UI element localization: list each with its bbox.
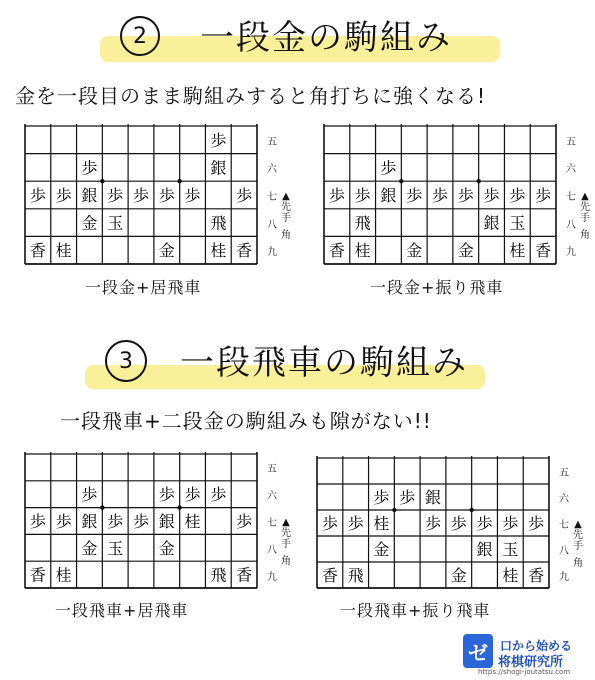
shogi-piece: 桂 [509,241,526,261]
shogi-piece: 歩 [476,514,493,533]
shogi-piece: 銀 [483,213,500,233]
shogi-board [23,452,291,590]
sente-label: 手 [281,539,291,550]
shogi-piece: 歩 [450,514,467,533]
shogi-piece: 歩 [210,130,227,150]
shogi-piece: 香 [528,566,545,585]
shogi-piece: 香 [328,241,345,261]
section-title: 一段金の駒組み [200,18,452,58]
shogi-piece: 歩 [81,485,98,505]
shogi-piece: 歩 [29,512,46,531]
shogi-piece: 歩 [132,512,150,531]
sente-triangle-icon: ▲ [282,517,290,528]
shogi-piece: 玉 [509,213,526,233]
star-point [177,179,181,183]
star-point [399,179,403,183]
shogi-piece: 飛 [210,565,227,585]
sente-label: 先 [281,528,291,539]
shogi-piece: 歩 [158,485,175,505]
board-grid [23,124,259,266]
shogi-board [23,124,291,266]
section-title: 一段飛車の駒組み [180,343,468,383]
shogi-piece: 銀 [81,186,98,205]
shogi-piece: 歩 [55,512,72,531]
sente-label: 手 [573,541,583,552]
section-subtitle: 金を一段目のまま駒組みすると角打ちに強くなる! [15,84,487,108]
shogi-piece: 歩 [509,186,526,205]
shogi-piece: 桂 [354,241,371,261]
shogi-piece: 桂 [55,241,72,261]
shogi-piece: 桂 [210,241,227,261]
shogi-piece: 桂 [373,514,390,533]
shogi-piece: 銀 [210,158,227,178]
star-point [392,508,396,512]
shogi-piece: 香 [321,566,338,585]
rank-label: 九 [267,571,277,583]
shogi-piece: 飛 [210,213,227,233]
rank-label: 九 [559,572,569,583]
shogi-piece: 金 [373,540,390,559]
star-point [476,179,480,183]
sente-label: 先 [281,202,291,213]
shogi-piece: 銀 [158,512,175,531]
board-caption: 一段金+振り飛車 [370,278,504,297]
star-point [100,505,104,509]
shogi-piece: 歩 [210,485,227,505]
shogi-piece: 金 [81,538,98,558]
rank-label: 五 [559,468,569,479]
sente-indicator [573,519,583,569]
shogi-piece: 歩 [184,186,201,205]
rank-label: 八 [566,219,576,231]
section-subtitle: 一段飛車+二段金の駒組みも隙がない!! [60,409,432,433]
shogi-piece: 香 [236,241,253,261]
shogi-piece: 歩 [328,186,345,205]
section-number-badge: 2 [120,16,160,56]
shogi-piece: 歩 [29,186,46,205]
shogi-piece: 歩 [431,186,449,205]
shogi-board [315,456,583,590]
shogi-piece: 歩 [528,514,545,533]
shogi-piece: 香 [236,565,253,585]
board-grid [23,452,259,590]
shogi-piece: 歩 [347,514,364,533]
shogi-piece: 銀 [476,540,493,559]
shogi-piece: 歩 [502,514,519,533]
sente-label: 手 [580,213,590,224]
shogi-piece: 香 [29,241,46,261]
shogi-piece: 歩 [424,514,442,533]
shogi-piece: 歩 [132,186,150,205]
star-point [177,505,181,509]
board-grid [315,456,551,590]
rank-label: 八 [267,219,277,231]
rank-label: 五 [566,136,576,148]
rank-label: 八 [267,544,277,556]
rank-label: 七 [559,520,569,531]
shogi-piece: 歩 [236,512,253,531]
shogi-piece: 香 [535,241,552,261]
star-point [469,508,473,512]
sente-label: 先 [580,202,590,213]
shogi-piece: 桂 [184,512,201,531]
shogi-piece: 玉 [502,540,519,559]
shogi-piece: 歩 [107,186,124,205]
board-caption: 一段金+居飛車 [85,278,202,297]
rank-label: 七 [566,192,576,203]
rank-label: 六 [559,494,569,505]
shogi-piece: 歩 [483,186,500,205]
shogi-piece: 歩 [373,488,390,507]
shogi-piece: 歩 [55,186,72,205]
shogi-piece: 金 [406,241,423,261]
shogi-piece: 歩 [354,186,371,205]
logo-text-main: 将棋研究所 [498,655,564,670]
rank-label: 六 [267,491,277,503]
logo-icon: ゼ [463,634,493,668]
shogi-piece: 歩 [535,186,552,205]
board-caption: 一段飛車+居飛車 [55,601,189,620]
shogi-piece: 歩 [399,488,416,507]
shogi-piece: 桂 [55,565,72,585]
shogi-piece: 香 [29,565,46,585]
logo-text-top: 口から始める [500,639,573,653]
shogi-piece: 歩 [107,512,124,531]
sente-triangle-icon: ▲ [574,519,582,530]
shogi-piece: 桂 [502,566,519,585]
shogi-piece: 玉 [107,538,124,558]
shogi-piece: 歩 [184,485,201,505]
sente-triangle-icon: ▲ [581,191,589,202]
sente-label: 手 [281,213,291,224]
board-grid [322,124,558,266]
sente-label: 先 [573,530,583,541]
shogi-piece: 金 [450,566,467,585]
rank-label: 九 [267,247,277,259]
sente-indicator [580,191,590,241]
section-number-badge: 3 [105,340,147,382]
shogi-piece: 銀 [380,186,397,205]
shogi-piece: 歩 [236,186,253,205]
logo-url: https://shogi-joutatsu.com [478,668,571,676]
shogi-piece: 金 [457,241,474,261]
rank-label: 五 [267,136,277,148]
sente-indicator [281,517,291,567]
hand-piece: 角 [281,230,291,241]
shogi-piece: 銀 [424,488,442,507]
rank-label: 八 [559,546,569,557]
rank-label: 七 [267,192,277,203]
sente-indicator [281,191,291,241]
rank-label: 七 [267,518,277,529]
shogi-piece: 金 [158,241,175,261]
shogi-piece: 歩 [321,514,338,533]
shogi-piece: 歩 [81,158,98,178]
rank-label: 六 [267,164,277,176]
sente-triangle-icon: ▲ [282,191,290,202]
shogi-piece: 金 [158,538,175,558]
rank-label: 六 [566,164,576,176]
shogi-piece: 歩 [457,186,474,205]
rank-label: 九 [566,247,576,259]
shogi-piece: 銀 [81,512,98,531]
star-point [100,179,104,183]
hand-piece: 角 [281,556,291,567]
shogi-piece: 飛 [347,566,364,585]
shogi-piece: 玉 [107,213,124,233]
rank-label: 五 [267,464,277,476]
shogi-board [322,124,590,266]
shogi-piece: 歩 [380,158,397,178]
hand-piece: 角 [573,558,583,569]
shogi-piece: 飛 [354,213,371,233]
shogi-piece: 金 [81,213,98,233]
shogi-piece: 歩 [158,186,175,205]
shogi-piece: 歩 [406,186,423,205]
board-caption: 一段飛車+振り飛車 [340,601,491,620]
hand-piece: 角 [580,230,590,241]
